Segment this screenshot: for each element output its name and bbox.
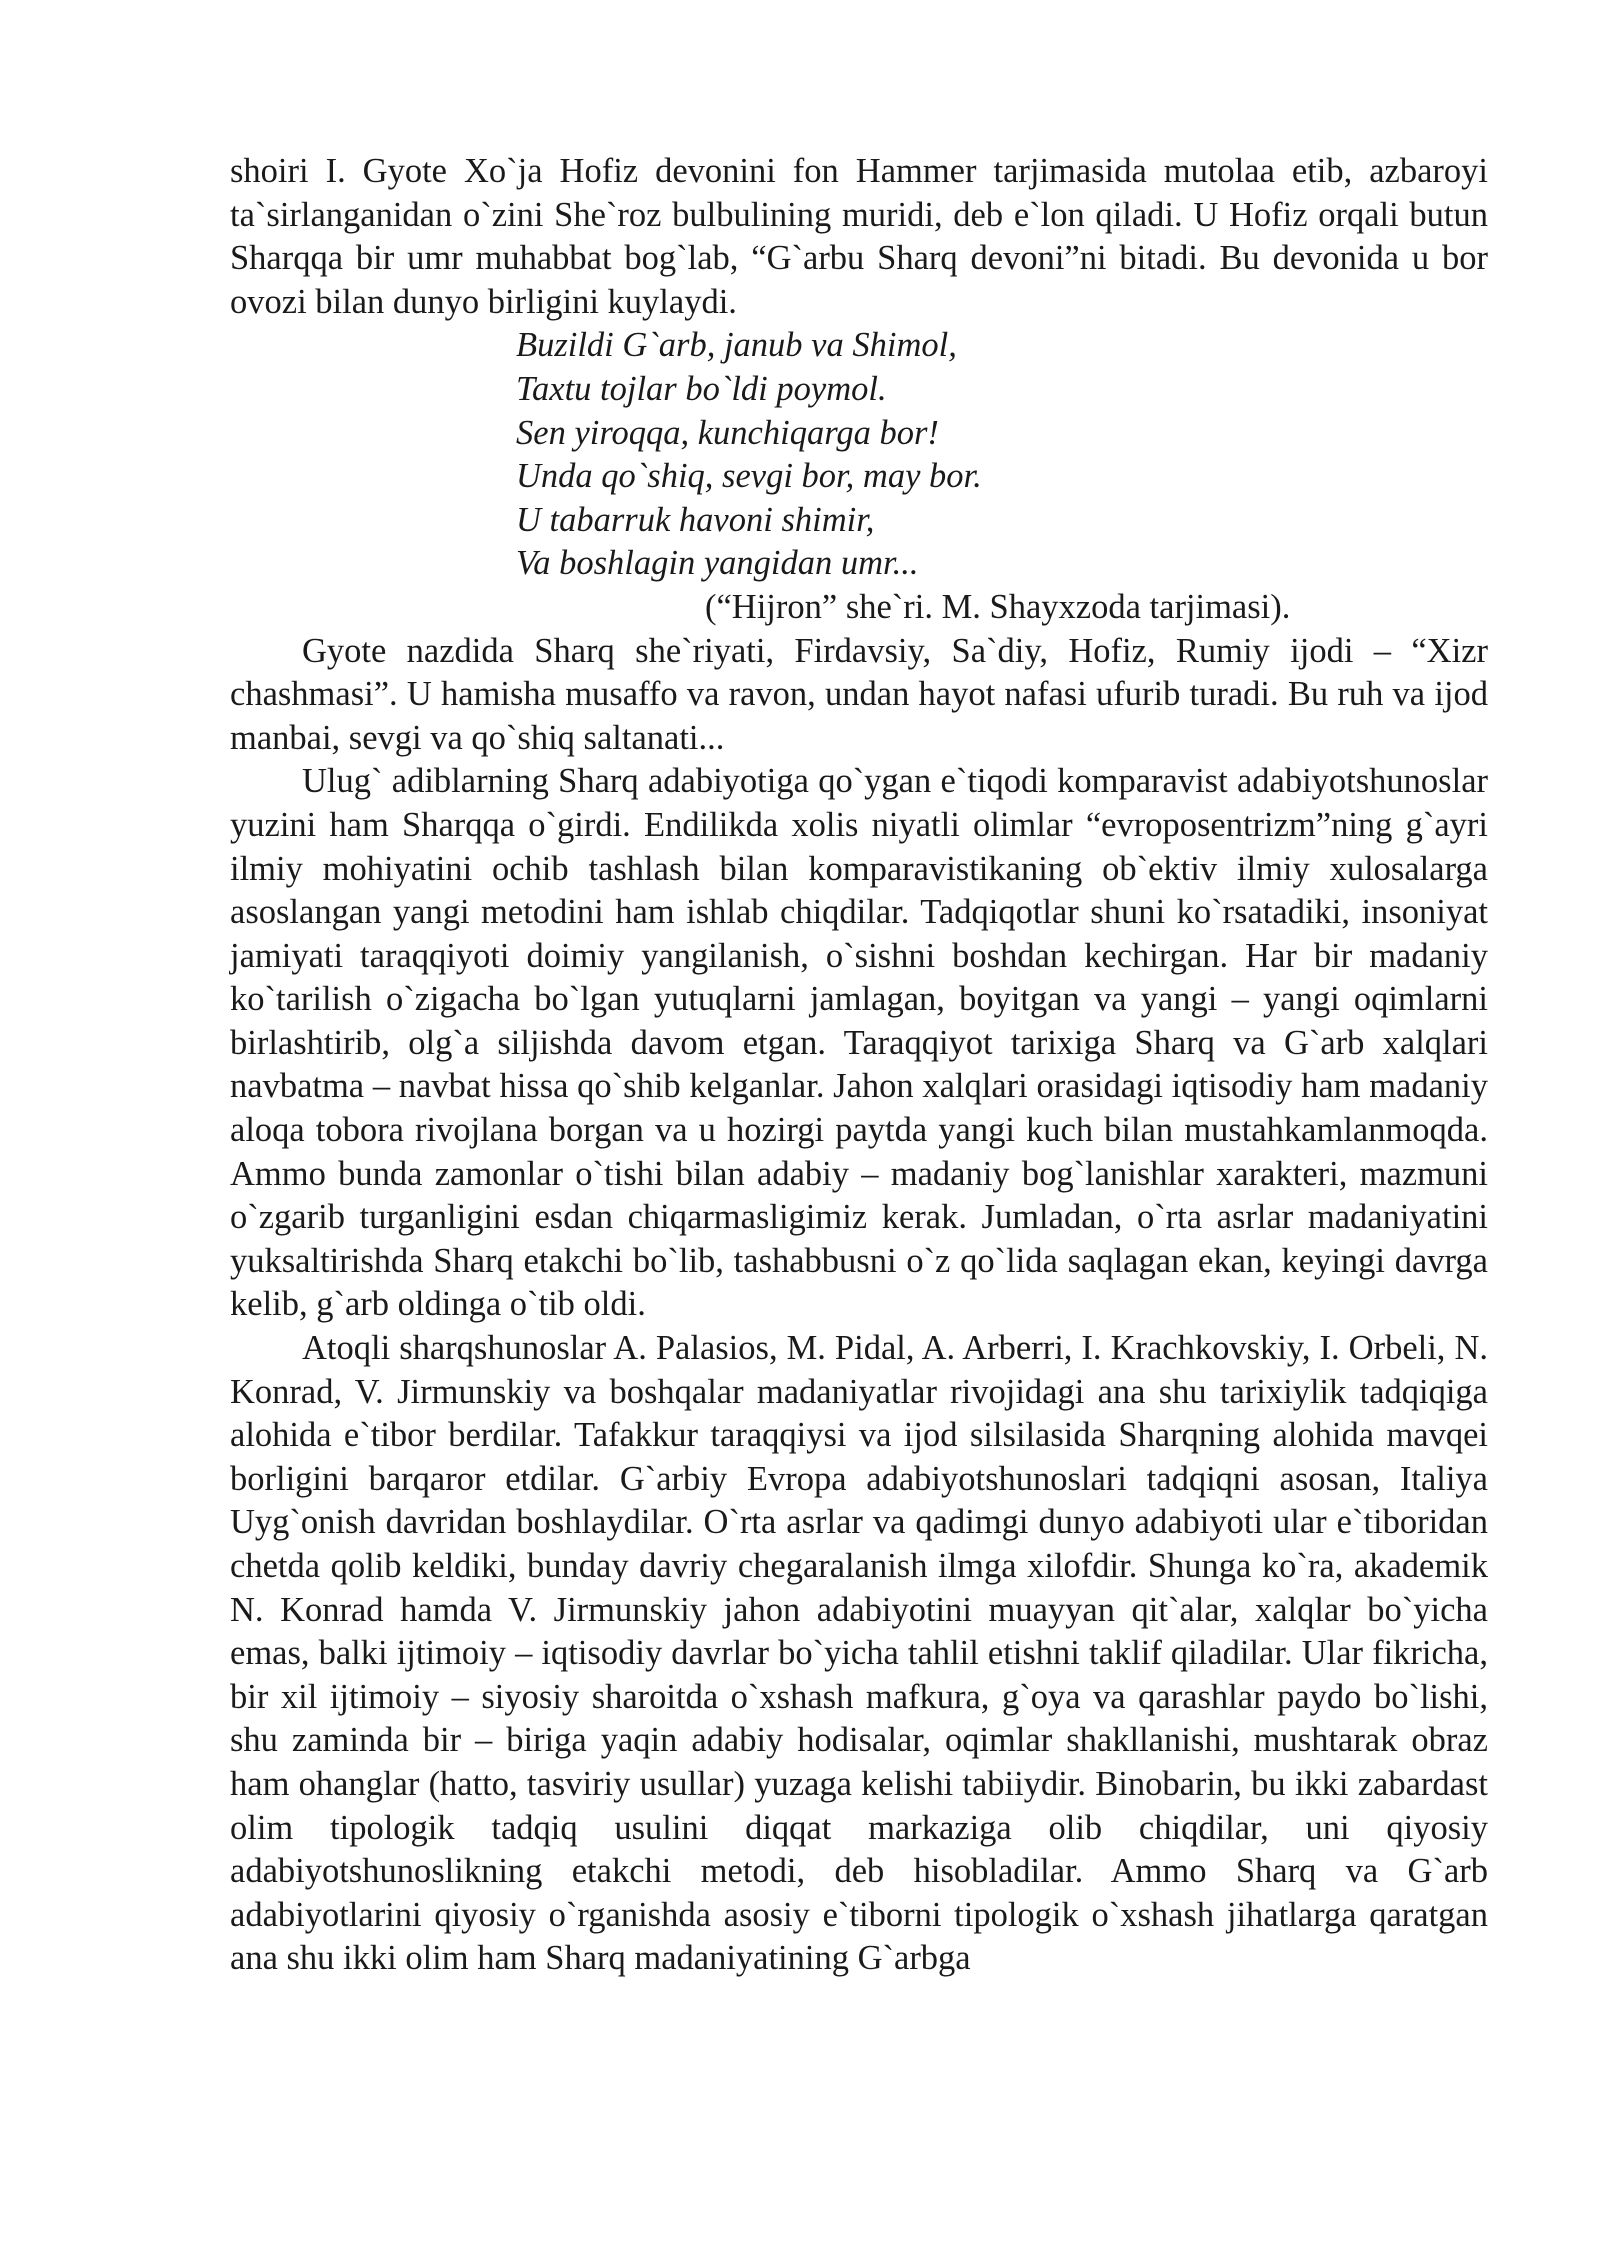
poem-line: Sen yiroqqa, kunchiqarga bor!	[516, 413, 939, 452]
document-page	[230, 150, 1488, 1981]
poem-excerpt	[230, 324, 1488, 586]
poem-line: Va boshlagin yangidan umr...	[516, 544, 919, 583]
poem-line: Buzildi G`arb, janub va Shimol,	[516, 326, 957, 365]
poem-source-citation: (“Hijron” she`ri. M. Shayxzoda tarjimasi).	[705, 587, 1291, 626]
paragraph-eastern-poetry: Gyote nazdida Sharq she`riyati, Firdavsiy, Sa`diy, Hofiz, Rumiy ijodi – “Xizr chashmasi”. U hamisha musaffo va ravon, undan hayot nafasi ufurib turadi. Bu ruh va ijod manbai, sevgi va qo`shiq saltanati...	[230, 631, 1488, 757]
poem-line: Taxtu tojlar bo`ldi poymol.	[516, 369, 887, 408]
paragraph-goethe-hafiz: shoiri I. Gyote Xo`ja Hofiz devonini fon Hammer tarjimasida mutolaa etib, azbaroyi ta`sirlanganidan o`zini She`roz bulbulining muridi, deb e`lon qiladi. U Hofiz orqali butun Sharqqa bir umr muhabbat bog`lab, “G`arbu Sharq devoni”ni bitadi. Bu devonida u bor ovozi bilan dunyo birligini kuylaydi.	[230, 152, 1488, 321]
paragraph-comparativists: Ulug` adiblarning Sharq adabiyotiga qo`ygan e`tiqodi komparavist adabiyotshunoslar yuzini ham Sharqqa o`girdi. Endilikda xolis niyatli olimlar “evroposentrizm”ning g`ayri ilmiy mohiyatini ochib tashlash bilan komparavistikaning ob`ektiv ilmiy xulosalarga asoslangan yangi metodini ham ishlab chiqdilar. Tadqiqotlar shuni ko`rsatadiki, insoniyat jamiyati taraqqiyoti doimiy yangilanish, o`sishni boshdan kechirgan. Har bir madaniy ko`tarilish o`zigacha bo`lgan yutuqlarni jamlagan, boyitgan va yangi – yangi oqimlarni birlashtirib, olg`a siljishda davom etgan. Taraqqiyot tarixiga Sharq va G`arb xalqlari navbatma – navbat hissa qo`shib kelganlar. Jahon xalqlari orasidagi iqtisodiy ham madaniy aloqa tobora rivojlana borgan va u hozirgi paytda yangi kuch bilan mustahkamlanmoqda. Ammo bunda zamonlar o`tishi bilan adabiy – madaniy bog`lanishlar xarakteri, mazmuni o`zgarib turganligini esdan chiqarmasligimiz kerak. Jumladan, o`rta asrlar madaniyatini yuksaltirishda Sharq etakchi bo`lib, tashabbusni o`z qo`lida saqlagan ekan, keyingi davrga kelib, g`arb oldinga o`tib oldi.	[230, 762, 1488, 1324]
poem-line: Unda qo`shiq, sevgi bor, may bor.	[516, 457, 982, 496]
poem-line: U tabarruk havoni shimir,	[516, 500, 875, 539]
paragraph-orientalists: Atoqli sharqshunoslar A. Palasios, M. Pidal, A. Arberri, I. Krachkovskiy, I. Orbeli, N. Konrad, V. Jirmunskiy va boshqalar madaniyatlar rivojidagi ana shu tarixiylik tadqiqiga alohida e`tibor berdilar. Tafakkur taraqqiysi va ijod silsilasida Sharqning alohida mavqei borligini barqaror etdilar. G`arbiy Evropa adabiyotshunoslari tadqiqni asosan, Italiya Uyg`onish davridan boshlaydilar. O`rta asrlar va qadimgi dunyo adabiyoti ular e`tiboridan chetda qolib keldiki, bunday davriy chegaralanish ilmga xilofdir. Shunga ko`ra, akademik N. Konrad hamda V. Jirmunskiy jahon adabiyotini muayyan qit`alar, xalqlar bo`yicha emas, balki ijtimoiy – iqtisodiy davrlar bo`yicha tahlil etishni taklif qiladilar. Ular fikricha, bir xil ijtimoiy – siyosiy sharoitda o`xshash mafkura, g`oya va qarashlar paydo bo`lishi, shu zaminda bir – biriga yaqin adabiy hodisalar, oqimlar shakllanishi, mushtarak obraz ham ohanglar (hatto, tasviriy usullar) yuzaga kelishi tabiiydir. Binobarin, bu ikki zabardast olim tipologik tadqiq usulini diqqat markaziga olib chiqdilar, uni qiyosiy adabiyotshunoslikning etakchi metodi, deb hisobladilar. Ammo Sharq va G`arb adabiyotlarini qiyosiy o`rganishda asosiy e`tiborni tipologik o`xshash jihatlarga qaratgan ana shu ikki olim ham Sharq madaniyatining G`arbga	[230, 1329, 1488, 1978]
